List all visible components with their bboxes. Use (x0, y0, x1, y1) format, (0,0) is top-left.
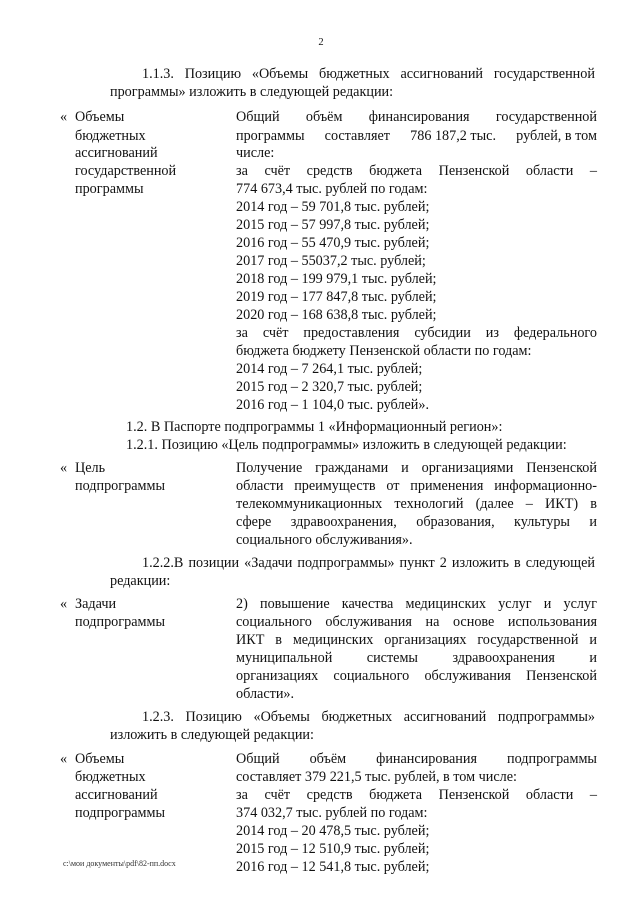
word: услуг (498, 596, 532, 612)
word: преимуществ (294, 478, 376, 494)
word: и (543, 596, 552, 612)
word: муниципальной (236, 650, 333, 666)
word: в (275, 632, 282, 648)
word: позиции (188, 555, 240, 571)
justified-line (236, 497, 597, 511)
word: счёт (264, 163, 291, 179)
word: социального (236, 614, 312, 630)
word: составляет (324, 128, 390, 144)
value-line: 2016 год – 12 541,8 тыс. рублей; (236, 859, 430, 875)
value-line: области». (236, 686, 295, 702)
quote-mark: « (60, 460, 68, 476)
value-line: 2015 год – 2 320,7 тыс. рублей; (236, 379, 423, 395)
word: Позицию (185, 709, 242, 725)
word: «Объемы (251, 66, 309, 82)
word: ассигнований (400, 66, 484, 82)
word: системы (366, 650, 418, 666)
paragraph-line: редакции: (110, 573, 171, 589)
word: счёт (262, 325, 289, 341)
word: предоставления (303, 325, 400, 341)
label-line: программы (75, 181, 144, 197)
justified-line (236, 633, 597, 647)
footer-file-path: c:\мои документы\pdf\82-пп.docx (63, 859, 176, 868)
value-line: 774 673,4 тыс. рублей по годам: (236, 181, 428, 197)
value-line: 2016 год – 1 104,0 тыс. рублей». (236, 397, 429, 413)
label-line: подпрограммы (75, 805, 165, 821)
word: телекоммуникационных (236, 496, 383, 512)
word: 1.2.3. (142, 709, 174, 725)
label-line: Цель (75, 460, 106, 476)
word: в (514, 555, 521, 571)
label-line: подпрограммы (75, 614, 165, 630)
word: Общий (236, 751, 280, 767)
word: подпрограммы» (297, 555, 395, 571)
word: основе (452, 614, 495, 630)
word: (далее (475, 496, 514, 512)
word: государственной (495, 109, 597, 125)
word: образования, (416, 514, 495, 530)
word: технологий (394, 496, 464, 512)
word: и (589, 650, 597, 666)
word: 786 187,2 тыс. (410, 128, 496, 144)
word: и (589, 632, 597, 648)
value-line: 2018 год – 199 979,1 тыс. рублей; (236, 271, 437, 287)
word: «Задачи (244, 555, 293, 571)
word: подпрограммы (506, 751, 597, 767)
word: Общий (236, 109, 280, 125)
word: государственной (493, 66, 595, 82)
justified-line (236, 651, 597, 665)
word: 2) (236, 596, 248, 612)
word: Получение (236, 460, 303, 476)
justified-line (236, 110, 597, 124)
word: рублей, в том (516, 128, 597, 144)
justified-line (236, 326, 597, 340)
word: – (525, 496, 533, 512)
word: сфере (236, 514, 272, 530)
word: обслуживания (424, 668, 511, 684)
word: на (425, 614, 440, 630)
justified-line (236, 461, 597, 475)
word: организациях (384, 632, 467, 648)
word: бюджетных (319, 66, 390, 82)
word: применения (410, 478, 484, 494)
word: социального (333, 668, 410, 684)
justified-line (236, 788, 597, 802)
value-line: 374 032,7 тыс. рублей по годам: (236, 805, 428, 821)
word: ИКТ (236, 632, 265, 648)
word: Позицию (184, 66, 242, 82)
word: пункт (399, 555, 435, 571)
justified-line (142, 67, 595, 81)
word: ИКТ) (545, 496, 579, 512)
value-line: 2014 год – 7 264,1 тыс. рублей; (236, 361, 423, 377)
value-line: 2017 год – 55037,2 тыс. рублей; (236, 253, 426, 269)
paragraph-line: программы» изложить в следующей редакции: (110, 84, 394, 100)
word: 1.1.3. (142, 66, 174, 82)
word: «Объемы (253, 709, 310, 725)
word: области (525, 787, 574, 803)
value-line: 2015 год – 57 997,8 тыс. рублей; (236, 217, 430, 233)
word: субсидии (414, 325, 471, 341)
justified-line (236, 129, 597, 143)
word: 1.2.2.В (142, 555, 184, 571)
value-line: 2019 год – 177 847,8 тыс. рублей; (236, 289, 437, 305)
word: бюджета (369, 163, 423, 179)
word: за (236, 325, 248, 341)
word: за (236, 787, 248, 803)
word: – (589, 787, 597, 803)
word: использования (507, 614, 597, 630)
quote-mark: « (60, 109, 68, 125)
word: средств (306, 163, 353, 179)
word: объём (305, 109, 343, 125)
quote-mark: « (60, 596, 68, 612)
word: 2 (439, 555, 447, 571)
justified-line (142, 556, 595, 570)
value-line: 2020 год – 168 638,8 тыс. рублей; (236, 307, 437, 323)
word: федерального (513, 325, 597, 341)
word: здравоохранения, (290, 514, 397, 530)
value-line: 2014 год – 20 478,5 тыс. рублей; (236, 823, 430, 839)
word: информационно- (494, 478, 597, 494)
word: финансирования (376, 751, 477, 767)
word: качества (341, 596, 394, 612)
value-line: 2015 год – 12 510,9 тыс. рублей; (236, 841, 430, 857)
word: услуг (563, 596, 597, 612)
word: в (590, 496, 597, 512)
word: объём (309, 751, 347, 767)
word: Пензенской (526, 460, 597, 476)
word: – (589, 163, 597, 179)
word: медицинских (405, 596, 487, 612)
word: медицинских (292, 632, 374, 648)
section-heading: 1.2. В Паспорте подпрограммы 1 «Информационный регион»: (126, 419, 503, 435)
quote-mark: « (60, 751, 68, 767)
word: бюджетных (321, 709, 393, 725)
justified-line (236, 752, 597, 766)
label-line: ассигнований (75, 145, 158, 161)
word: области (236, 478, 284, 494)
label-line: ассигнований (75, 787, 158, 803)
word: государственной (477, 632, 579, 648)
word: культуры (514, 514, 570, 530)
page-number: 2 (318, 37, 324, 48)
word: счёт (264, 787, 291, 803)
value-line: 2016 год – 55 470,9 тыс. рублей; (236, 235, 430, 251)
justified-line (236, 164, 597, 178)
value-line: составляет 379 221,5 тыс. рублей, в том числе: (236, 769, 517, 785)
justified-line (142, 710, 595, 724)
label-line: Объемы (75, 751, 125, 767)
label-line: Объемы (75, 109, 125, 125)
word: Пензенской (438, 787, 510, 803)
word: Пензенской (438, 163, 510, 179)
value-line: 2014 год – 59 701,8 тыс. рублей; (236, 199, 430, 215)
word: изложить (451, 555, 509, 571)
paragraph-line: изложить в следующей редакции: (110, 727, 314, 743)
justified-line (236, 479, 597, 493)
word: от (386, 478, 400, 494)
word: Пензенской (526, 668, 597, 684)
word: обслуживания (325, 614, 412, 630)
word: здравоохранения (452, 650, 555, 666)
word: подпрограммы» (497, 709, 595, 725)
label-line: подпрограммы (75, 478, 165, 494)
word: финансирования (368, 109, 470, 125)
word: организациями (421, 460, 514, 476)
value-line: бюджета бюджету Пензенской области по годам: (236, 343, 532, 359)
word: организациях (236, 668, 319, 684)
label-line: государственной (75, 163, 177, 179)
label-line: Задачи (75, 596, 117, 612)
word: следующей (525, 555, 595, 571)
label-line: бюджетных (75, 128, 146, 144)
word: из (485, 325, 499, 341)
justified-line (236, 615, 597, 629)
word: средств (306, 787, 353, 803)
word: ассигнований (403, 709, 487, 725)
word: бюджета (369, 787, 423, 803)
justified-line (236, 597, 597, 611)
word: области (525, 163, 574, 179)
word: повышение (260, 596, 330, 612)
value-line: числе: (236, 145, 275, 161)
value-line: социального обслуживания». (236, 532, 413, 548)
word: программы (236, 128, 305, 144)
justified-line (236, 515, 597, 529)
label-line: бюджетных (75, 769, 146, 785)
justified-line (236, 669, 597, 683)
word: и (589, 514, 597, 530)
word: и (401, 460, 409, 476)
paragraph-line: 1.2.1. Позицию «Цель подпрограммы» изложить в следующей редакции: (126, 437, 567, 453)
word: за (236, 163, 248, 179)
word: гражданами (315, 460, 389, 476)
